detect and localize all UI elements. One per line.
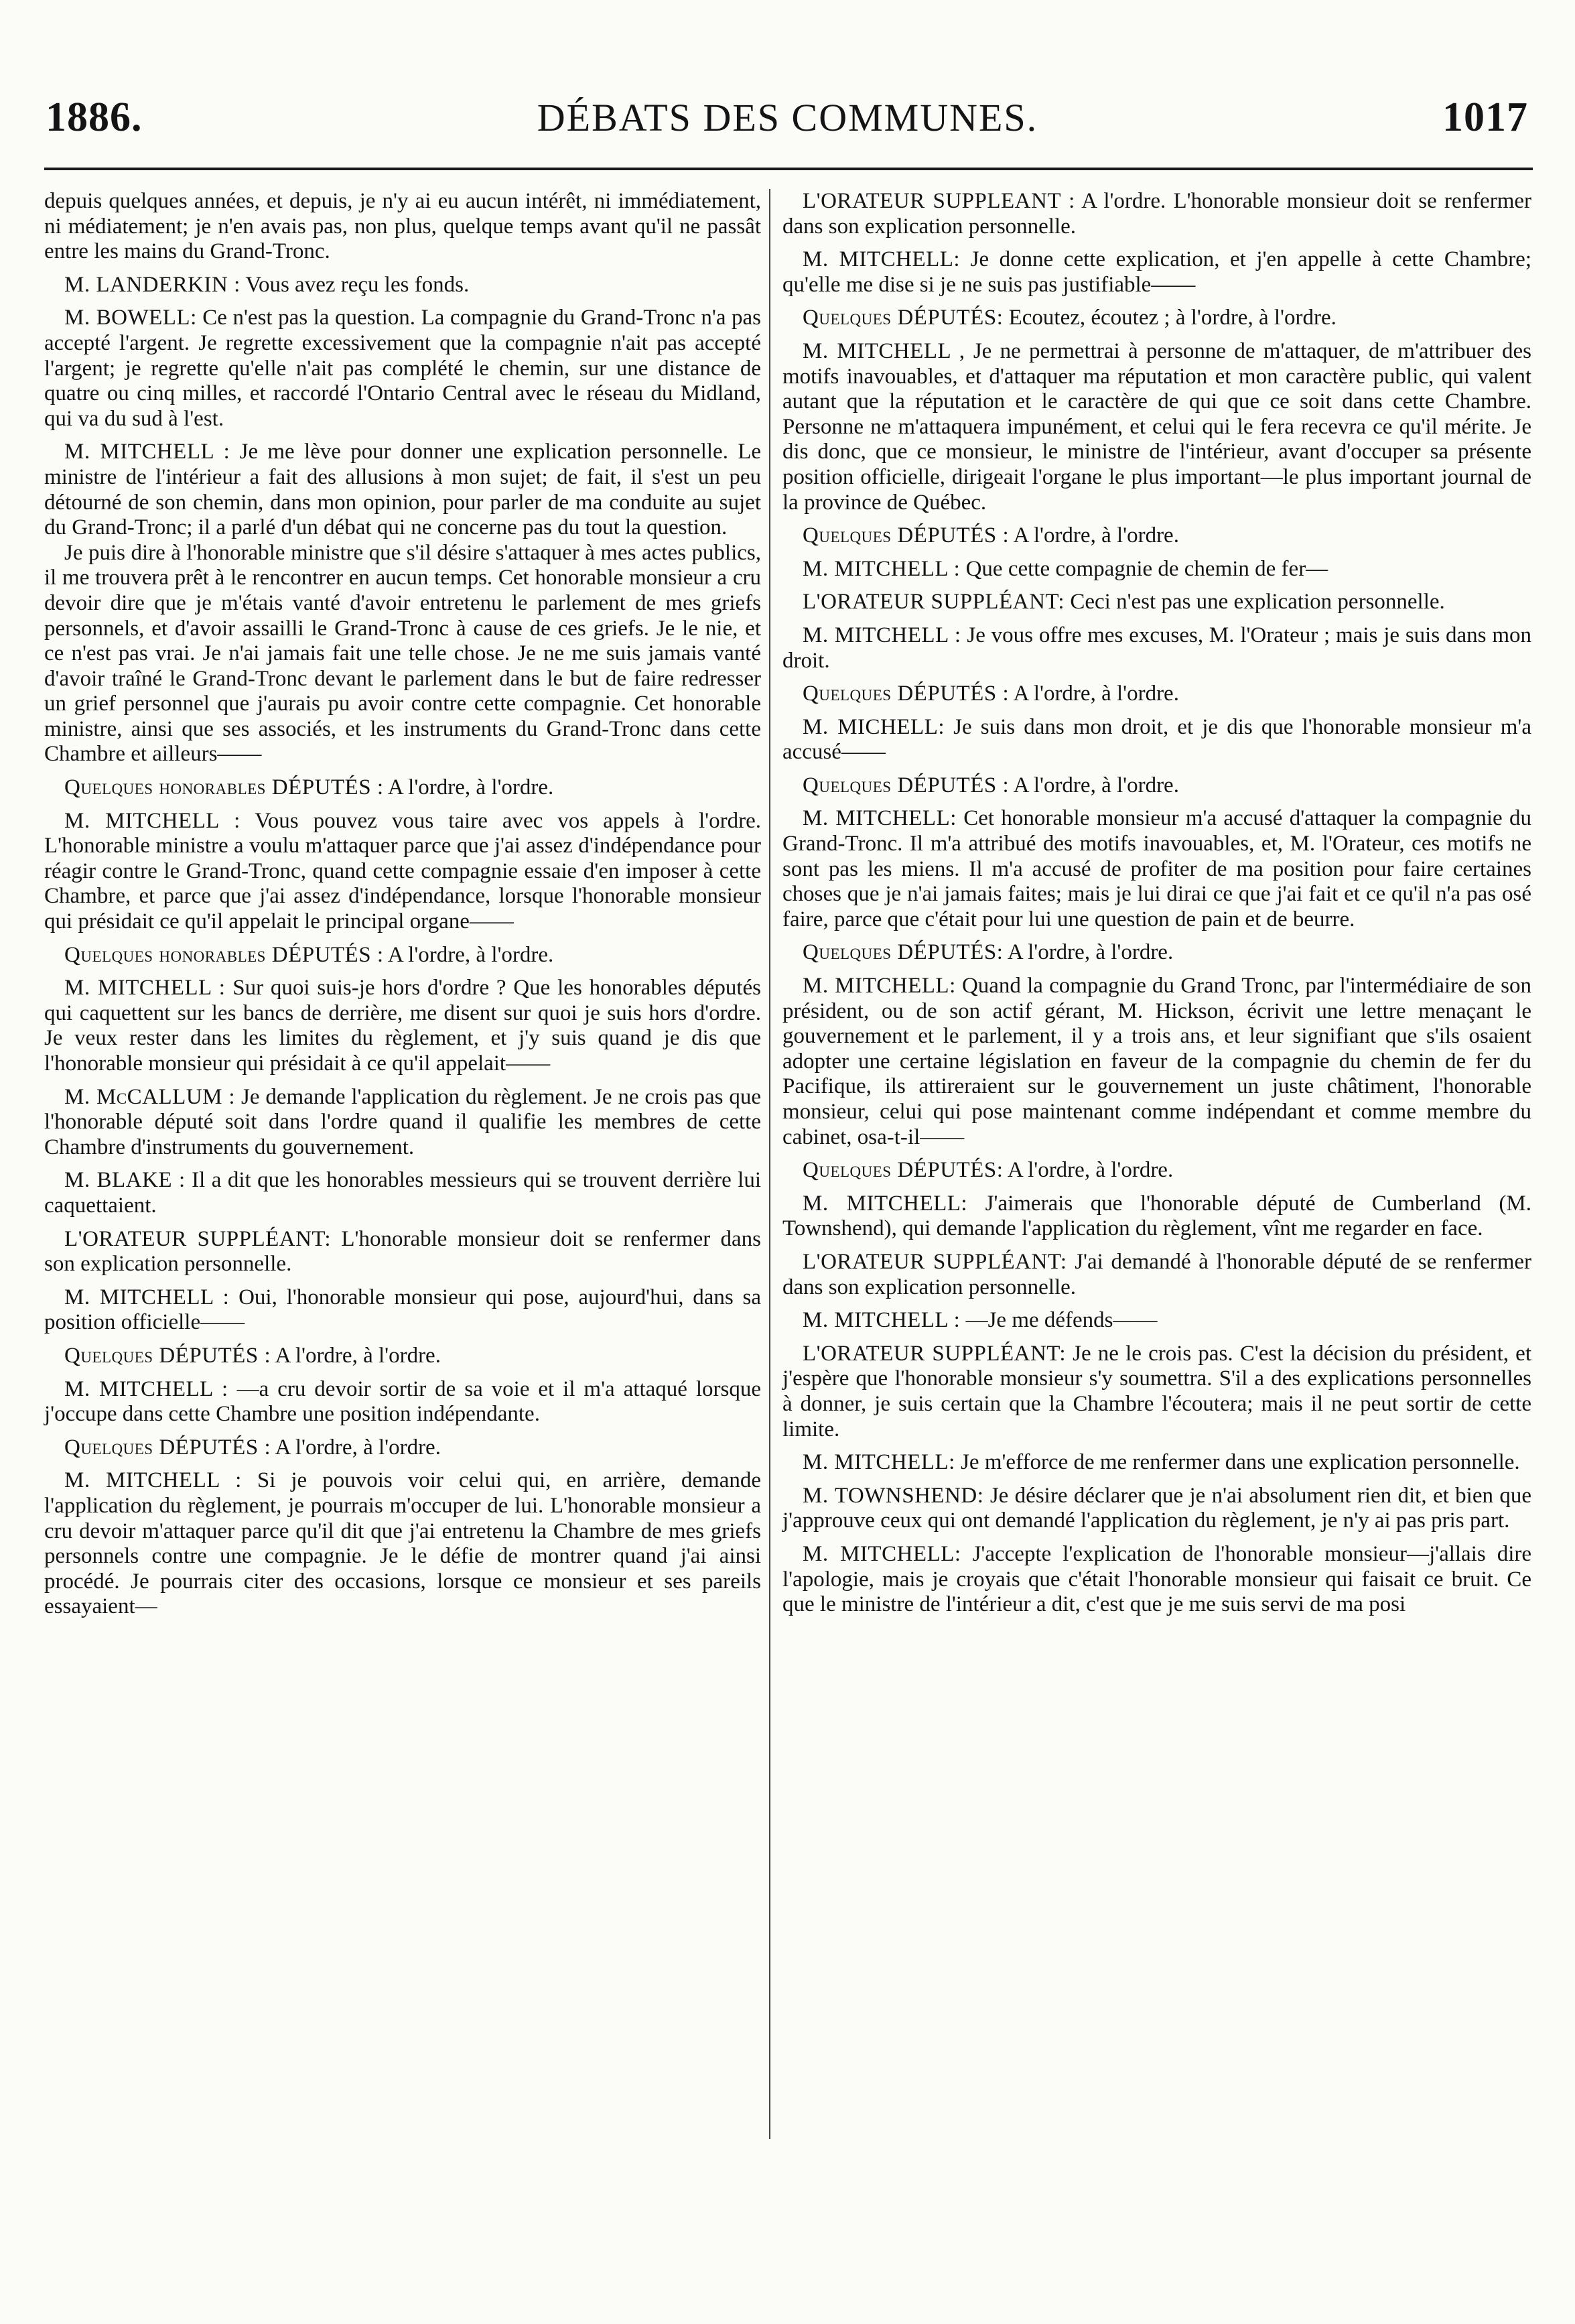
speech-text: Vous avez reçu les fonds. — [245, 272, 470, 297]
speech-text: —Je me défends—— — [965, 1308, 1158, 1333]
paragraph — [44, 943, 761, 968]
speaker-name: M. MITCHELL : — [64, 976, 226, 1000]
speaker-name: L'ORATEUR SUPPLÉANT: — [803, 1249, 1067, 1274]
paragraph — [782, 1342, 1531, 1442]
speaker-name: Quelques DÉPUTÉS : — [803, 682, 1010, 706]
left-column — [44, 189, 761, 1628]
speaker-name: M. MITCHELL: — [803, 1450, 955, 1475]
paragraph — [44, 1435, 761, 1461]
speech-text: A l'ordre, à l'ordre. — [387, 942, 554, 967]
speech-text: A l'ordre, à l'ordre. — [1007, 940, 1174, 965]
speaker-name: L'ORATEUR SUPPLÉANT: — [803, 1341, 1066, 1366]
speech-text: depuis quelques années, et depuis, je n'y ai eu aucun intérêt, ni immédiatement, ni médiatement; je n'en avais pas, non plus, quelque temps avant qu'il ne passât entre les mains du Grand-Tronc. — [44, 189, 761, 264]
speaker-name: M. MITCHELL : — [64, 440, 230, 464]
speech-text: Il a dit que les honorables messieurs qui se trouvent derrière lui caquettaient. — [44, 1168, 762, 1218]
speaker-name: Quelques DÉPUTÉS: — [803, 306, 1004, 330]
speaker-name: M. MITCHELL : — [64, 1468, 242, 1493]
speech-text: J'aimerais que l'honorable député de Cumberland (M. Townshend), qui demande l'application du règlement, vînt me regarder en face. — [782, 1191, 1531, 1241]
speaker-name: M. MITCHELL : — [64, 1285, 230, 1309]
speaker-name: M. MITCHELL : — [64, 808, 241, 833]
paragraph — [782, 1450, 1531, 1476]
speaker-name: Quelques honorables DÉPUTÉS : — [64, 942, 384, 967]
paragraph — [44, 775, 761, 801]
paragraph — [44, 1227, 761, 1277]
page-number: 1017 — [1442, 94, 1528, 140]
paragraph — [782, 715, 1531, 765]
speech-text: Oui, l'honorable monsieur qui pose, aujourd'hui, dans sa position officielle—— — [44, 1285, 762, 1335]
speaker-name: M. BOWELL: — [64, 306, 197, 330]
speaker-name: L'ORATEUR SUPPLÉANT: — [64, 1226, 332, 1251]
speech-text: J'ai demandé à l'honorable député de se renfermer dans son explication personnelle. — [782, 1249, 1532, 1299]
paragraph — [782, 306, 1531, 331]
speech-text: Je m'efforce de me renfermer dans une explication personnelle. — [961, 1450, 1520, 1475]
paragraph — [44, 273, 761, 298]
paragraph — [44, 809, 761, 935]
speech-text: A l'ordre, à l'ordre. — [275, 1435, 441, 1460]
speech-text: Je suis dans mon droit, et je dis que l'honorable monsieur m'a accusé—— — [782, 714, 1531, 765]
speech-text: A l'ordre, à l'ordre. — [1013, 523, 1179, 548]
paragraph — [782, 940, 1531, 966]
speech-text: A l'ordre, à l'ordre. — [387, 775, 554, 800]
speech-text: A l'ordre, à l'ordre. — [275, 1343, 441, 1368]
speech-text: Je puis dire à l'honorable ministre que s'il désire s'attaquer à mes actes publics, il me trouvera prêt à le rencontrer en aucun temps. Cet honorable monsieur a cru devoir dire que je m'étais vanté d'avoir entretenu le parlement de mes griefs personnels, et d'avoir assailli le Grand-Tronc à cause de ces griefs. Je le nie, et ce n'est pas vrai. Je n'ai jamais fait une telle chose. Je ne me suis jamais vanté d'avoir traîné le Grand-Tronc devant le parlement dans le but de faire redresser un grief personnel que j'aurais pu avoir contre cette compagnie. Cet honorable ministre, ainsi que ses associés, et les instruments du Grand-Tronc dans cette Chambre et ailleurs—— — [44, 540, 761, 767]
header-rule — [44, 168, 1533, 170]
paragraph — [782, 523, 1531, 549]
paragraph — [782, 1250, 1531, 1300]
speech-text: Je désire déclarer que je n'ai absolument rien dit, et bien que j'approuve ceux qui ont demandé l'application du règlement, je n'y ai pas pris part. — [782, 1483, 1532, 1533]
speech-text: Je vous offre mes excuses, M. l'Orateur ; mais je suis dans mon droit. — [782, 623, 1532, 673]
paragraph — [44, 1168, 761, 1218]
speaker-name: Quelques honorables DÉPUTÉS : — [64, 775, 384, 800]
speaker-name: M. McCALLUM : — [64, 1084, 236, 1109]
speaker-name: M. MITCHELL: — [803, 1191, 968, 1216]
speaker-name: M. MICHELL: — [803, 714, 945, 739]
speech-text: Sur quoi suis-je hors d'ordre ? Que les honorables députés qui caquettent sur les bancs de derrière, me disent sur quoi je suis hors d'ordre. Je veux rester dans les limites du règlement, et j'y suis quand je dis que l'honorable monsieur qui présidait à ce qu'il appelait—— — [44, 976, 762, 1076]
speech-text: Vous pouvez vous taire avec vos appels à l'ordre. L'honorable ministre a voulu m'attaquer parce que j'ai assez d'indépendance pour réagir contre le Grand-Tronc, quand cette compagnie essaie d'en imposer à cette Chambre, et parce que j'ai assez d'indépendance, lorsque l'honorable monsieur qui présidait ce qu'il appelait le principal organe—— — [44, 808, 761, 934]
paragraph — [782, 974, 1531, 1150]
paragraph — [782, 1484, 1531, 1534]
speaker-name: L'ORATEUR SUPPLEANT : — [803, 189, 1075, 213]
speech-text: Ce n'est pas la question. La compagnie du Grand-Tronc n'a pas accepté l'argent. Je regrette excessivement que la compagnie n'ait pas accepté l'argent; je regrette qu'elle n'ait pas complété le chemin, sur une distance de quatre ou cinq milles, et raccordé l'Ontario Central avec le réseau du Midland, qui va du sud à l'est. — [44, 306, 761, 431]
speaker-name: M. TOWNSHEND: — [803, 1483, 984, 1508]
paragraph — [782, 1191, 1531, 1242]
running-title: DÉBATS DES COMMUNES. — [537, 96, 1038, 139]
speech-text: Je ne le crois pas. C'est la décision du président, et j'espère que l'honorable monsieur s'y soumettra. S'il a des explications personnelles à donner, je suis certain que la Chambre l'écoutera; mais il ne peut sortir de cette limite. — [782, 1341, 1531, 1441]
paragraph — [44, 440, 761, 540]
speaker-name: Quelques DÉPUTÉS : — [803, 773, 1010, 797]
paragraph — [782, 623, 1531, 673]
speaker-name: Quelques DÉPUTÉS: — [803, 1158, 1004, 1183]
speech-text: L'honorable monsieur doit se renfermer dans son explication personnelle. — [44, 1226, 761, 1277]
paragraph — [782, 773, 1531, 799]
year: 1886. — [46, 94, 143, 140]
speaker-name: Quelques DÉPUTÉS : — [64, 1343, 271, 1368]
speech-text: A l'ordre. L'honorable monsieur doit se renfermer dans son explication personnelle. — [782, 189, 1531, 239]
speech-text: Je ne permettrai à personne de m'attaquer, de m'attribuer des motifs inavouables, et d'attaquer ma réputation et mon caractère public, qui valent autant que la réputation et le caractère de qui que ce soit dans cette Chambre. Personne ne m'attaquera impunément, et celui qui le fera recevra ce qu'il mérite. Je dis donc, que ce monsieur, le ministre de l'intérieur, avant d'occuper sa présente position officielle, dirigeait l'organe le plus important—le plus important journal de la province de Québec. — [782, 338, 1531, 515]
speaker-name: Quelques DÉPUTÉS : — [64, 1435, 271, 1460]
paragraph — [44, 1377, 761, 1427]
page-header — [0, 94, 1575, 161]
speaker-name: M. BLAKE : — [64, 1168, 186, 1193]
speech-text: A l'ordre, à l'ordre. — [1007, 1158, 1174, 1183]
paragraph — [782, 339, 1531, 515]
speaker-name: M. MITCHELL : — [803, 1308, 961, 1333]
speaker-name: M. MITCHELL : — [803, 556, 961, 581]
speaker-name: Quelques DÉPUTÉS : — [803, 523, 1010, 548]
paragraph — [44, 1285, 761, 1336]
paragraph — [782, 682, 1531, 707]
paragraph — [44, 976, 761, 1076]
right-column — [782, 189, 1531, 1626]
speech-text: A l'ordre, à l'ordre. — [1013, 773, 1179, 797]
paragraph — [44, 189, 761, 265]
speaker-name: M. MITCHELL: — [803, 974, 956, 998]
speaker-name: M. MITCHELL: — [803, 247, 961, 272]
speech-text: —a cru devoir sortir de sa voie et il m'a attaqué lorsque j'occupe dans cette Chambre une position indépendante. — [44, 1376, 761, 1427]
speech-text: Je donne cette explication, et j'en appelle à cette Chambre; qu'elle me dise si je ne suis pas justifiable—— — [782, 247, 1531, 297]
speaker-name: M. MITCHELL: — [803, 806, 957, 831]
paragraph — [782, 806, 1531, 932]
speech-text: Ceci n'est pas une explication personnelle. — [1070, 590, 1445, 615]
speaker-name: Quelques DÉPUTÉS: — [803, 940, 1004, 965]
paragraph — [782, 557, 1531, 582]
paragraph — [782, 590, 1531, 615]
speech-text: Si je pouvois voir celui qui, en arrière, demande l'application du règlement, je pourrais m'occuper de lui. L'honorable monsieur a cru devoir m'attaquer parce qu'il dit que j'ai entretenu la Chambre de mes griefs personnels contre une compagnie. Je le défie de montrer quand j'ai ainsi procédé. Je pourrais citer des occasions, lorsque ce monsieur et ses pareils essayaient— — [44, 1468, 762, 1619]
speaker-name: M. MITCHELL : — [803, 623, 961, 647]
speech-text: Que cette compagnie de chemin de fer— — [965, 556, 1328, 581]
speaker-name: M. LANDERKIN : — [64, 272, 241, 297]
paragraph — [44, 1085, 761, 1161]
speech-text: A l'ordre, à l'ordre. — [1013, 682, 1179, 706]
speaker-name: M. MITCHELL , — [803, 338, 965, 363]
paragraph — [44, 306, 761, 432]
speech-text: Quand la compagnie du Grand Tronc, par l'intermédiaire de son président, ou de son actif gérant, M. Hickson, écrivit une lettre menaçant le gouvernement et le parlement, il y a trois ans, et leur signifiant que s'ils osaient adopter une certaine législation en faveur de la compagnie du chemin de fer du Pacifique, ils attireraient sur le gouvernement un juste châtiment, l'honorable monsieur, celui qui pose maintenant comme indépendant et comme membre du cabinet, osa-t-il—— — [782, 974, 1531, 1149]
paragraph — [44, 1468, 761, 1620]
paragraph — [782, 1542, 1531, 1618]
column-divider — [769, 189, 770, 2139]
speaker-name: M. MITCHELL : — [64, 1376, 228, 1401]
paragraph — [782, 189, 1531, 239]
speech-text: Je me lève pour donner une explication personnelle. Le ministre de l'intérieur a fait des allusions à mon sujet; de fait, il s'est un peu détourné de son chemin, dans mon opinion, pour parler de ma conduite au sujet du Grand-Tronc; il a parlé d'un débat qui ne concerne pas du tout la question. — [44, 440, 762, 540]
paragraph — [782, 1158, 1531, 1183]
paragraph — [782, 247, 1531, 298]
paragraph — [44, 1344, 761, 1369]
paragraph — [782, 1308, 1531, 1334]
paragraph — [44, 541, 761, 767]
speaker-name: L'ORATEUR SUPPLÉANT: — [803, 590, 1065, 615]
speech-text: Ecoutez, écoutez ; à l'ordre, à l'ordre. — [1008, 306, 1337, 330]
speech-text: J'accepte l'explication de l'honorable monsieur—j'allais dire l'apologie, mais je croyais que c'était l'honorable monsieur qui faisait ce bruit. Ce que le ministre de l'intérieur a dit, c'est que je me suis servi de ma posi — [782, 1541, 1532, 1617]
speaker-name: M. MITCHELL: — [803, 1541, 961, 1566]
speech-text: Je demande l'application du règlement. Je ne crois pas que l'honorable député soit dans l'ordre quand il qualifie les membres de cette Chambre d'instruments du gouvernement. — [44, 1084, 762, 1159]
speech-text: Cet honorable monsieur m'a accusé d'attaquer la compagnie du Grand-Tronc. Il m'a attribué des motifs inavouables, et, M. l'Orateur, ces motifs ne sont pas les miens. Il m'a accusé de profiter de ma position pour faire certaines choses que je n'ai jamais faites; mais je lui dirai ce que j'ai fait et ce qu'il n'a pas osé faire, parce que c'était pour lui une question de pain et de beurre. — [782, 806, 1532, 931]
